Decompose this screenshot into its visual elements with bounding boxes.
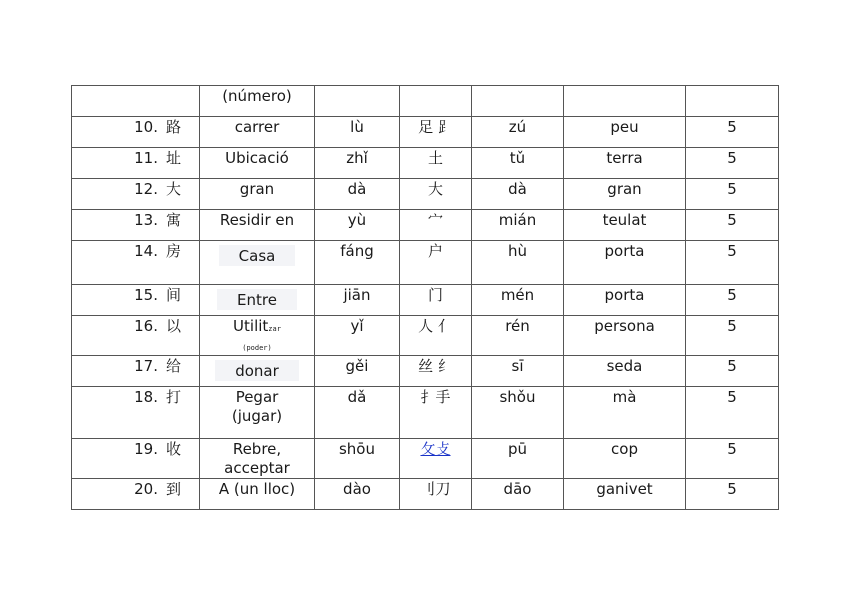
meaning-main: Utilit bbox=[233, 317, 269, 335]
row-number: 15. bbox=[134, 286, 158, 304]
pinyin-cell: gěi bbox=[315, 356, 400, 387]
radical-pinyin-cell: pū bbox=[472, 439, 564, 479]
radical-pinyin-cell: dà bbox=[472, 179, 564, 210]
value-cell: 5 bbox=[686, 479, 779, 510]
radical-cell: 大 bbox=[400, 179, 472, 210]
radical-meaning-cell: gran bbox=[564, 179, 686, 210]
pinyin-cell: jiān bbox=[315, 285, 400, 316]
table-row bbox=[72, 439, 779, 479]
radical-cell: 扌手 bbox=[400, 387, 472, 439]
row-number: 11. bbox=[134, 149, 158, 167]
value-cell: 5 bbox=[686, 210, 779, 241]
meaning-cell bbox=[200, 285, 315, 316]
hanzi: 间 bbox=[165, 286, 181, 304]
row-number: 19. bbox=[134, 440, 158, 458]
radical-cell: 足 ⻊ bbox=[400, 117, 472, 148]
radical-cell: 人 亻 bbox=[400, 316, 472, 356]
radical-cell: 门 bbox=[400, 285, 472, 316]
meaning-cell: Ubicació bbox=[200, 148, 315, 179]
meaning-line1: Rebre, bbox=[232, 440, 282, 458]
radical-meaning-cell: ganivet bbox=[564, 479, 686, 510]
char-cell bbox=[72, 241, 200, 285]
row-number: 17. bbox=[134, 357, 158, 375]
radical-meaning-cell: cop bbox=[564, 439, 686, 479]
char-cell bbox=[72, 210, 200, 241]
meaning-cell: Residir en bbox=[200, 210, 315, 241]
meaning-line2: (jugar) bbox=[231, 407, 283, 425]
radical-meaning-cell: porta bbox=[564, 241, 686, 285]
highlighted-text: Entre bbox=[217, 289, 297, 310]
pinyin-cell: dǎ bbox=[315, 387, 400, 439]
meaning-cell bbox=[200, 316, 315, 356]
radical-meaning-cell: mà bbox=[564, 387, 686, 439]
vocabulary-table bbox=[71, 85, 779, 510]
table-row bbox=[72, 210, 779, 241]
table-row bbox=[72, 285, 779, 316]
char-cell bbox=[72, 285, 200, 316]
hanzi: 收 bbox=[165, 440, 181, 458]
pinyin-cell: yǐ bbox=[315, 316, 400, 356]
pinyin-cell: shōu bbox=[315, 439, 400, 479]
highlighted-text: Casa bbox=[219, 245, 296, 266]
row-number: 16. bbox=[134, 317, 158, 335]
meaning-line2: acceptar bbox=[224, 459, 290, 477]
value-cell: 5 bbox=[686, 285, 779, 316]
meaning-cell: A (un lloc) bbox=[200, 479, 315, 510]
hanzi: 打 bbox=[165, 388, 181, 406]
char-cell bbox=[72, 356, 200, 387]
meaning-small: zar bbox=[268, 325, 281, 333]
table-row bbox=[72, 117, 779, 148]
table-row bbox=[72, 148, 779, 179]
meaning-cell: carrer bbox=[200, 117, 315, 148]
pinyin-cell: dà bbox=[315, 179, 400, 210]
radical-meaning-cell: porta bbox=[564, 285, 686, 316]
radical-cell: 户 bbox=[400, 241, 472, 285]
value-cell: 5 bbox=[686, 117, 779, 148]
radical-cell bbox=[400, 439, 472, 479]
radical-pinyin-cell: mén bbox=[472, 285, 564, 316]
meaning-cell bbox=[200, 387, 315, 439]
row-number: 13. bbox=[134, 211, 158, 229]
row-number: 20. bbox=[134, 480, 158, 498]
radical-pinyin-cell: rén bbox=[472, 316, 564, 356]
radical-pinyin-cell: hù bbox=[472, 241, 564, 285]
radical-pinyin-cell: mián bbox=[472, 210, 564, 241]
meaning-line1: Pegar bbox=[235, 388, 279, 406]
radical-meaning-cell: terra bbox=[564, 148, 686, 179]
value-cell: 5 bbox=[686, 356, 779, 387]
table-row bbox=[72, 86, 779, 117]
meaning-sub: (poder) bbox=[242, 344, 272, 352]
value-cell: 5 bbox=[686, 316, 779, 356]
table-row bbox=[72, 356, 779, 387]
char-cell bbox=[72, 148, 200, 179]
highlighted-text: donar bbox=[215, 360, 299, 381]
pinyin-cell: lù bbox=[315, 117, 400, 148]
hanzi: 路 bbox=[165, 118, 181, 136]
radical-meaning-cell: persona bbox=[564, 316, 686, 356]
table-cell bbox=[72, 86, 200, 117]
meaning-cell bbox=[200, 241, 315, 285]
pinyin-cell: fáng bbox=[315, 241, 400, 285]
radical-pinyin-cell: zú bbox=[472, 117, 564, 148]
table-row bbox=[72, 316, 779, 356]
hanzi: 寓 bbox=[165, 211, 181, 229]
hanzi: 址 bbox=[165, 149, 181, 167]
radical-meaning-cell: teulat bbox=[564, 210, 686, 241]
row-number: 18. bbox=[134, 388, 158, 406]
value-cell: 5 bbox=[686, 387, 779, 439]
value-cell: 5 bbox=[686, 148, 779, 179]
table-row bbox=[72, 179, 779, 210]
value-cell: 5 bbox=[686, 241, 779, 285]
char-cell bbox=[72, 316, 200, 356]
radical-pinyin-cell: tǔ bbox=[472, 148, 564, 179]
hanzi: 大 bbox=[165, 180, 181, 198]
row-number: 14. bbox=[134, 242, 158, 260]
radical-cell: 丝 纟 bbox=[400, 356, 472, 387]
radical-pinyin-cell: shǒu bbox=[472, 387, 564, 439]
hanzi: 给 bbox=[165, 357, 181, 375]
radical-cell: 宀 bbox=[400, 210, 472, 241]
radical-cell: 土 bbox=[400, 148, 472, 179]
table-row bbox=[72, 479, 779, 510]
table-row bbox=[72, 241, 779, 285]
pinyin-cell: zhǐ bbox=[315, 148, 400, 179]
value-cell: 5 bbox=[686, 439, 779, 479]
char-cell bbox=[72, 179, 200, 210]
table-row bbox=[72, 387, 779, 439]
pinyin-cell: yù bbox=[315, 210, 400, 241]
radical-link[interactable]: 攵攴 bbox=[420, 440, 451, 458]
radical-meaning-cell: peu bbox=[564, 117, 686, 148]
meaning-cell bbox=[200, 356, 315, 387]
radical-pinyin-cell: sī bbox=[472, 356, 564, 387]
radical-pinyin-cell: dāo bbox=[472, 479, 564, 510]
meaning-cell: gran bbox=[200, 179, 315, 210]
meaning-cell: (número) bbox=[200, 86, 315, 117]
char-cell bbox=[72, 117, 200, 148]
hanzi: 到 bbox=[165, 480, 181, 498]
row-number: 10. bbox=[134, 118, 158, 136]
pinyin-cell: dào bbox=[315, 479, 400, 510]
char-cell bbox=[72, 439, 200, 479]
radical-cell: 刂刀 bbox=[400, 479, 472, 510]
meaning-cell bbox=[200, 439, 315, 479]
radical-meaning-cell: seda bbox=[564, 356, 686, 387]
hanzi: 以 bbox=[165, 317, 181, 335]
char-cell bbox=[72, 387, 200, 439]
hanzi: 房 bbox=[165, 242, 181, 260]
char-cell bbox=[72, 479, 200, 510]
row-number: 12. bbox=[134, 180, 158, 198]
value-cell: 5 bbox=[686, 179, 779, 210]
